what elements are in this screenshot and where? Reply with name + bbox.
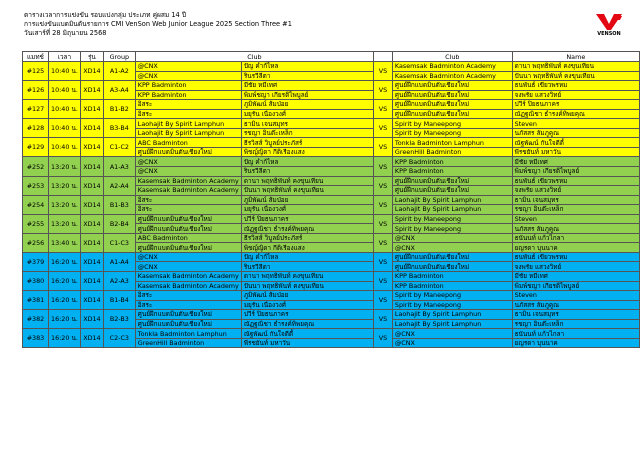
match-division: XD14 — [80, 214, 103, 233]
right-player-name: จงพรัย แสวงวิทย์ — [512, 90, 639, 100]
vs-label: VS — [374, 119, 393, 138]
vs-label: VS — [374, 214, 393, 233]
right-player-name: รชญา อินต๊ะเหล็ก — [512, 319, 639, 329]
right-club: Laohajit By Spirit Lamphun — [392, 319, 512, 329]
header-row — [23, 52, 640, 62]
match-row — [23, 119, 640, 129]
left-club: Kasemsak Badminton Academy — [135, 281, 241, 291]
match-division: XD14 — [80, 157, 103, 176]
date-line: วันเสาร์ที่ 28 มิถุนายน 2568 — [24, 29, 107, 37]
match-number: #254 — [23, 195, 49, 214]
match-row — [23, 100, 640, 110]
left-club: @CNX — [135, 62, 241, 72]
right-player-name: นภัสสร ลัมภูคูณ — [512, 224, 639, 234]
left-club: GreenHill Badminton — [135, 338, 241, 348]
left-club: KPP Badminton — [135, 90, 241, 100]
match-time: 10:40 น. — [48, 81, 80, 100]
match-number: #252 — [23, 157, 49, 176]
match-number: #255 — [23, 214, 49, 233]
left-player-name: รินรวีลีตา — [241, 71, 373, 81]
match-row — [23, 195, 640, 205]
match-time: 16:20 น. — [48, 291, 80, 310]
match-row — [23, 233, 640, 243]
right-player-name: ธนพันธ์ เขียวพรหม — [512, 81, 639, 91]
left-club: อิสระ — [135, 100, 241, 110]
match-group: B1-B2 — [103, 100, 135, 119]
right-club: KPP Badminton — [392, 281, 512, 291]
vs-label: VS — [374, 157, 393, 176]
left-player-name: ปวีร์ ปิยธนภาคร — [241, 310, 373, 320]
right-player-name: พิมพ์ชญา เกียรติไพบูลย์ — [512, 281, 639, 291]
left-player-name: รินรวีลีตา — [241, 262, 373, 272]
left-club: Kasemsak Badminton Academy — [135, 176, 241, 186]
right-club: ศูนย์ฝึกแบดมินตันเชียงใหม่ — [392, 109, 512, 119]
right-club: KPP Badminton — [392, 157, 512, 167]
match-group: A2-A4 — [103, 176, 135, 195]
left-club: Kasemsak Badminton Academy — [135, 272, 241, 282]
match-division: XD14 — [80, 291, 103, 310]
match-group: B1-B4 — [103, 291, 135, 310]
match-division: XD14 — [80, 310, 103, 329]
match-division: XD14 — [80, 81, 103, 100]
col-match: แมทช์ — [23, 52, 49, 62]
title-line: ตารางเวลาการแข่งขัน รอบแบ่งกลุ่ม ประเภท คู่ผสม 14 ปี — [24, 11, 187, 19]
match-number: #128 — [23, 119, 49, 138]
left-player-name: ณัฏฐณิชา ธำรงค์ทิพยคุณ — [241, 224, 373, 234]
right-club: Spirit by Maneepong — [392, 119, 512, 129]
right-club: Spirit by Maneepong — [392, 291, 512, 301]
vs-label: VS — [374, 195, 393, 214]
left-player-name: ภูมิพัฒน์ ส้มป่อย — [241, 195, 373, 205]
match-time: 13:20 น. — [48, 195, 80, 214]
right-player-name: จงพรัย แสวงวิทย์ — [512, 186, 639, 196]
match-number: #125 — [23, 62, 49, 81]
match-division: XD14 — [80, 329, 103, 348]
match-group: A1-A3 — [103, 157, 135, 176]
right-club: ศูนย์ฝึกแบดมินตันเชียงใหม่ — [392, 262, 512, 272]
match-time: 10:40 น. — [48, 119, 80, 138]
left-player-name: รชญา อินต๊ะเหล็ก — [241, 128, 373, 138]
left-player-name: ธามิน เจนสมุทร — [241, 119, 373, 129]
tournament-line: การแข่งขันแบดมินตันรายการ CMI VenSon Web Junior League 2025 Section Three #1 — [24, 20, 292, 28]
right-club: Spirit by Maneepong — [392, 128, 512, 138]
match-division: XD14 — [80, 272, 103, 291]
left-club: ศูนย์ฝึกแบดมินตันเชียงใหม่ — [135, 319, 241, 329]
left-player-name: มยุรัน เนื่องวงศ์ — [241, 300, 373, 310]
right-player-name: Steven — [512, 291, 639, 301]
right-club: KPP Badminton — [392, 167, 512, 177]
vs-label: VS — [374, 233, 393, 252]
match-group: B2-B4 — [103, 214, 135, 233]
vs-label: VS — [374, 138, 393, 157]
right-player-name: ธนันนท์ แก้วไกลา — [512, 233, 639, 243]
left-player-name: รินรวีลีตา — [241, 167, 373, 177]
match-division: XD14 — [80, 233, 103, 252]
left-club: ABC Badminton — [135, 233, 241, 243]
schedule-table — [22, 51, 640, 348]
left-player-name: มีชัย หมีเทศ — [241, 81, 373, 91]
match-division: XD14 — [80, 138, 103, 157]
match-row — [23, 310, 640, 320]
left-club: ศูนย์ฝึกแบดมินตันเชียงใหม่ — [135, 224, 241, 234]
left-club: ศูนย์ฝึกแบดมินตันเชียงใหม่ — [135, 243, 241, 253]
col-vs — [374, 52, 393, 62]
match-row — [23, 214, 640, 224]
right-club: @CNX — [392, 329, 512, 339]
vs-label: VS — [374, 272, 393, 291]
match-group: C1-C2 — [103, 138, 135, 157]
right-player-name: ปันนา พฤทธิพันท์ คงขุนเทียน — [512, 71, 639, 81]
vs-label: VS — [374, 310, 393, 329]
vs-label: VS — [374, 252, 393, 271]
vs-label: VS — [374, 81, 393, 100]
right-club: Kasemsak Badminton Academy — [392, 62, 512, 72]
right-player-name: พิมพ์ชญา เกียรติไพบูลย์ — [512, 167, 639, 177]
right-player-name: รชญา อินต๊ะเหล็ก — [512, 205, 639, 215]
right-club: ศูนย์ฝึกแบดมินตันเชียงใหม่ — [392, 176, 512, 186]
match-number: #127 — [23, 100, 49, 119]
match-number: #381 — [23, 291, 49, 310]
right-player-name: นภัสสร ลัมภูคูณ — [512, 128, 639, 138]
left-club: ศูนย์ฝึกแบดมินตันเชียงใหม่ — [135, 214, 241, 224]
right-club: Laohajit By Spirit Lamphun — [392, 205, 512, 215]
left-player-name: ดานา พฤทธิพันท์ คงขุนเทียน — [241, 272, 373, 282]
match-division: XD14 — [80, 176, 103, 195]
match-row — [23, 157, 640, 167]
match-row — [23, 252, 640, 262]
match-time: 10:40 น. — [48, 100, 80, 119]
match-time: 16:20 น. — [48, 310, 80, 329]
right-club: Spirit by Maneepong — [392, 214, 512, 224]
match-group: C1-C3 — [103, 233, 135, 252]
right-club: ศูนย์ฝึกแบดมินตันเชียงใหม่ — [392, 90, 512, 100]
right-player-name: จงพรัย แสวงวิทย์ — [512, 262, 639, 272]
match-number: #380 — [23, 272, 49, 291]
right-player-name: ธามิน เจนสมุทร — [512, 310, 639, 320]
left-player-name: ปัญ คำก้ไหล — [241, 62, 373, 72]
right-player-name: ณัฐพัฒน์ กันใจดีดี้ — [512, 138, 639, 148]
match-time: 13:20 น. — [48, 176, 80, 195]
right-club: ศูนย์ฝึกแบดมินตันเชียงใหม่ — [392, 186, 512, 196]
match-number: #129 — [23, 138, 49, 157]
vs-label: VS — [374, 291, 393, 310]
right-player-name: พีรชยันท์ มหาวัน — [512, 147, 639, 157]
match-row — [23, 62, 640, 72]
match-row — [23, 81, 640, 91]
match-group: A2-A3 — [103, 272, 135, 291]
right-club: ศูนย์ฝึกแบดมินตันเชียงใหม่ — [392, 100, 512, 110]
left-club: Laohajit By Spirit Lamphun — [135, 128, 241, 138]
match-group: A1-A2 — [103, 62, 135, 81]
right-club: ศูนย์ฝึกแบดมินตันเชียงใหม่ — [392, 81, 512, 91]
left-club: ศูนย์ฝึกแบดมินตันเชียงใหม่ — [135, 310, 241, 320]
right-player-name: ปวีร์ ปิยธนภาคร — [512, 100, 639, 110]
right-player-name: ธนพันธ์ เขียวพรหม — [512, 176, 639, 186]
right-club: ศูนย์ฝึกแบดมินตันเชียงใหม่ — [392, 252, 512, 262]
match-time: 10:40 น. — [48, 62, 80, 81]
left-player-name: ดานา พฤทธิพันท์ คงขุนเทียน — [241, 176, 373, 186]
match-number: #382 — [23, 310, 49, 329]
left-club: อิสระ — [135, 109, 241, 119]
right-club: Spirit by Maneepong — [392, 224, 512, 234]
right-club: @CNX — [392, 243, 512, 253]
left-player-name: ปันนา พฤทธิพันท์ คงขุนเทียน — [241, 186, 373, 196]
match-number: #253 — [23, 176, 49, 195]
right-player-name: มีชัย หมีเทศ — [512, 157, 639, 167]
left-club: อิสระ — [135, 300, 241, 310]
col-club-left: Club — [135, 52, 373, 62]
left-club: @CNX — [135, 71, 241, 81]
left-player-name: ปันนา พฤทธิพันท์ คงขุนเทียน — [241, 281, 373, 291]
match-time: 10:40 น. — [48, 138, 80, 157]
left-club: อิสระ — [135, 291, 241, 301]
left-player-name: ปัญ คำก้ไหล — [241, 252, 373, 262]
col-club-right: Club — [392, 52, 512, 62]
match-division: XD14 — [80, 100, 103, 119]
right-club: @CNX — [392, 338, 512, 348]
right-player-name: Steven — [512, 214, 639, 224]
match-time: 16:20 น. — [48, 252, 80, 271]
left-player-name: ปัญ คำก้ไหล — [241, 157, 373, 167]
match-division: XD14 — [80, 62, 103, 81]
right-club: Tonkla Badminton Lamphun — [392, 138, 512, 148]
match-group: A3-A4 — [103, 81, 135, 100]
match-time: 13:40 น. — [48, 233, 80, 252]
match-number: #256 — [23, 233, 49, 252]
vs-label: VS — [374, 62, 393, 81]
left-player-name: มยุรัน เนื่องวงศ์ — [241, 205, 373, 215]
right-player-name: ยญรดา บุนนาค — [512, 243, 639, 253]
left-club: ABC Badminton — [135, 138, 241, 148]
right-club: Spirit by Maneepong — [392, 300, 512, 310]
match-time: 13:20 น. — [48, 157, 80, 176]
left-player-name: พิชญ์ญิดา กีติเรืองแสง — [241, 147, 373, 157]
right-player-name: ยญรดา บุนนาค — [512, 338, 639, 348]
right-player-name: ธนพันธ์ เขียวพรหม — [512, 252, 639, 262]
right-player-name: ณัฏฐณิชา ธำรงค์ทิพยคุณ — [512, 109, 639, 119]
right-player-name: ธนันนท์ แก้วไกลา — [512, 329, 639, 339]
match-row — [23, 291, 640, 301]
match-row — [23, 176, 640, 186]
left-player-name: พีรชยันท์ มหาวัน — [241, 338, 373, 348]
col-division: รุ่น — [80, 52, 103, 62]
left-club: @CNX — [135, 262, 241, 272]
match-time: 16:20 น. — [48, 329, 80, 348]
vs-label: VS — [374, 176, 393, 195]
match-group: A1-A4 — [103, 252, 135, 271]
left-club: @CNX — [135, 252, 241, 262]
venson-logo — [594, 12, 624, 36]
match-division: XD14 — [80, 119, 103, 138]
right-player-name: มีชัย หมีเทศ — [512, 272, 639, 282]
left-club: ศูนย์ฝึกแบดมินตันเชียงใหม่ — [135, 147, 241, 157]
left-club: Kasemsak Badminton Academy — [135, 186, 241, 196]
match-time: 13:20 น. — [48, 214, 80, 233]
left-player-name: พิมพ์ชญา เกียรติไพบูลย์ — [241, 90, 373, 100]
match-group: B3-B4 — [103, 119, 135, 138]
vs-label: VS — [374, 100, 393, 119]
right-club: Laohajit By Spirit Lamphun — [392, 310, 512, 320]
right-player-name: ดานา พฤทธิพันท์ คงขุนเทียน — [512, 62, 639, 72]
left-player-name: ภูมิพัฒน์ ส้มป่อย — [241, 291, 373, 301]
left-club: @CNX — [135, 167, 241, 177]
left-player-name: ธีรวิสส์ วิบูลย์ประภัสร์ — [241, 138, 373, 148]
left-club: อิสระ — [135, 195, 241, 205]
match-division: XD14 — [80, 195, 103, 214]
match-division: XD14 — [80, 252, 103, 271]
right-club: Laohajit By Spirit Lamphun — [392, 195, 512, 205]
match-row — [23, 272, 640, 282]
left-club: Laohajit By Spirit Lamphun — [135, 119, 241, 129]
match-number: #126 — [23, 81, 49, 100]
vs-label: VS — [374, 329, 393, 348]
left-club: อิสระ — [135, 205, 241, 215]
right-club: KPP Badminton — [392, 272, 512, 282]
match-number: #379 — [23, 252, 49, 271]
left-player-name: มยุรัน เนื่องวงศ์ — [241, 109, 373, 119]
col-group: Group — [103, 52, 135, 62]
match-number: #383 — [23, 329, 49, 348]
right-player-name: ธามิน เจนสมุทร — [512, 195, 639, 205]
match-row — [23, 329, 640, 339]
left-player-name: ณัฏฐณิชา ธำรงค์ทิพยคุณ — [241, 319, 373, 329]
schedule-body — [23, 62, 640, 348]
right-club: GreenHill Badminton — [392, 147, 512, 157]
left-player-name: พิชญ์ญิดา กีติเรืองแสง — [241, 243, 373, 253]
left-player-name: ธีรวิสส์ วิบูลย์ประภัสร์ — [241, 233, 373, 243]
venson-logo-mark-icon — [594, 12, 624, 36]
venson-logo-text: VENSON — [597, 31, 621, 36]
match-row — [23, 138, 640, 148]
left-club: KPP Badminton — [135, 81, 241, 91]
match-group: C2-C3 — [103, 329, 135, 348]
left-club: @CNX — [135, 157, 241, 167]
left-club: Tonkla Badminton Lamphun — [135, 329, 241, 339]
match-time: 16:20 น. — [48, 272, 80, 291]
left-player-name: ภูมิพัฒน์ ส้มป่อย — [241, 100, 373, 110]
right-club: Kasemsak Badminton Academy — [392, 71, 512, 81]
left-player-name: ปวีร์ ปิยธนภาคร — [241, 214, 373, 224]
match-group: B1-B3 — [103, 195, 135, 214]
right-club: @CNX — [392, 233, 512, 243]
col-time: เวลา — [48, 52, 80, 62]
col-name-right: Name — [512, 52, 639, 62]
match-group: B2-B3 — [103, 310, 135, 329]
left-player-name: ณัฐพัฒน์ กันใจดีดี้ — [241, 329, 373, 339]
right-player-name: นภัสสร ลัมภูคูณ — [512, 300, 639, 310]
right-player-name: Steven — [512, 119, 639, 129]
